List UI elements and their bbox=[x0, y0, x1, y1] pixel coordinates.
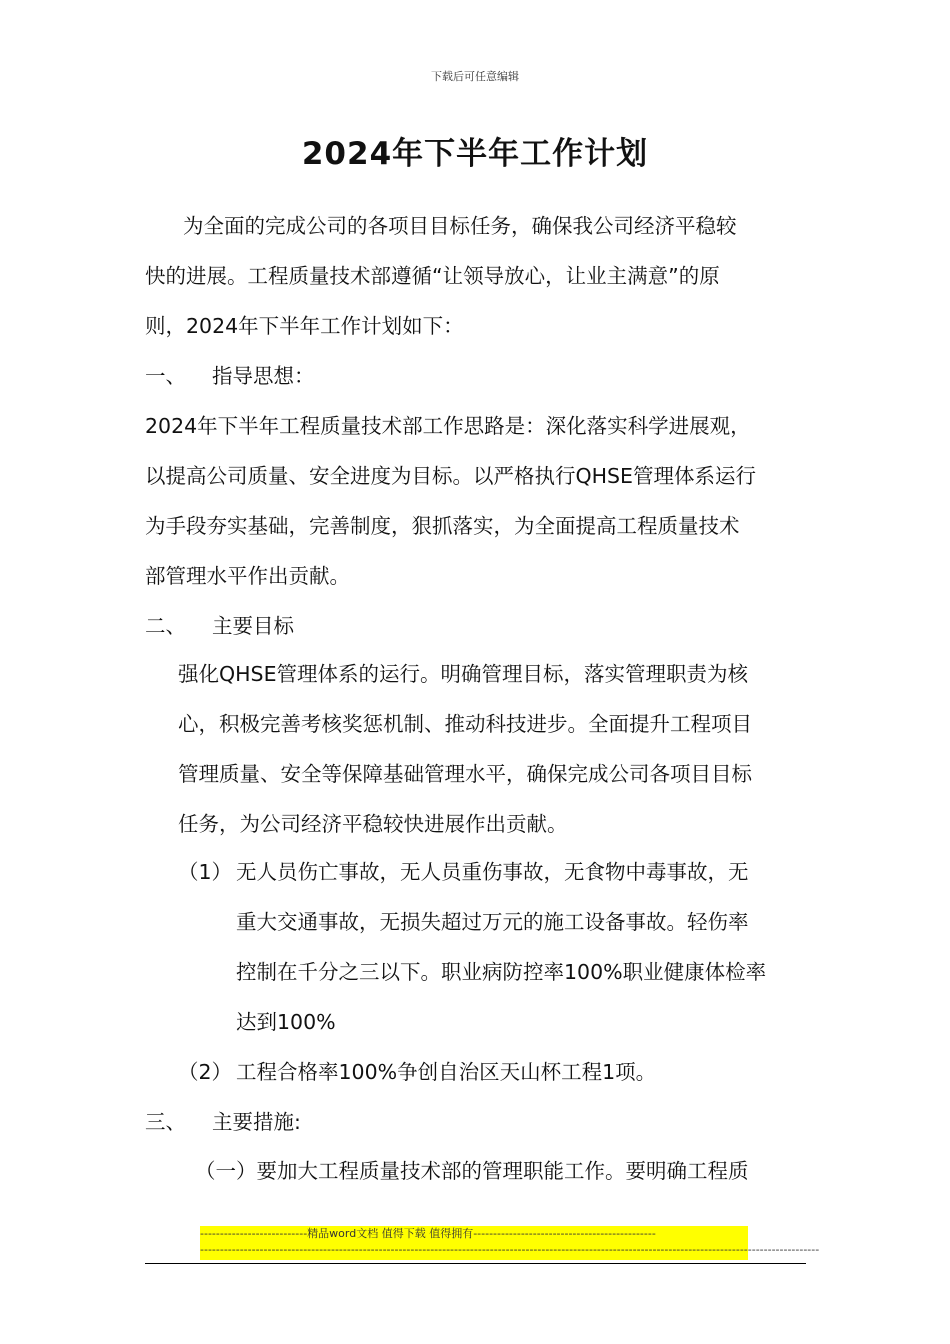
section1-line-1: 2024年下半年工程质量技术部工作思路是：深化落实科学进展观， bbox=[145, 414, 751, 438]
section2-line-1: 强化QHSE管理体系的运行。明确管理目标，落实管理职责为核 bbox=[178, 662, 749, 686]
item2-number: （2） bbox=[178, 1060, 233, 1084]
page-title: 2024年下半年工作计划 bbox=[301, 136, 649, 172]
section2-line-3: 管理质量、安全等保障基础管理水平，确保完成公司各项目目标 bbox=[178, 762, 752, 786]
item1-number: （1） bbox=[178, 860, 233, 884]
section3-number: 三、 bbox=[145, 1110, 186, 1134]
intro-line-3: 则，2024年下半年工作计划如下： bbox=[145, 314, 464, 338]
measure1-line: （一）要加大工程质量技术部的管理职能工作。要明确工程质 bbox=[195, 1159, 749, 1183]
section2-heading: 主要目标 bbox=[212, 614, 294, 638]
intro-line-2: 快的进展。工程质量技术部遵循“让领导放心，让业主满意”的原 bbox=[145, 264, 720, 288]
footer-rule bbox=[145, 1263, 806, 1264]
section2-line-2: 心，积极完善考核奖惩机制、推动科技进步。全面提升工程项目 bbox=[178, 712, 752, 736]
footer-banner-dashes: ------------------------------------------------------------------------------------------------------------------------------------------------------------ bbox=[200, 1243, 820, 1256]
item1-line-1: 无人员伤亡事故，无人员重伤事故，无食物中毒事故，无 bbox=[236, 860, 749, 884]
item1-line-3: 控制在千分之三以下。职业病防控率100%职业健康体检率 bbox=[236, 960, 767, 984]
section1-heading: 指导思想： bbox=[212, 364, 315, 388]
intro-line-1: 为全面的完成公司的各项目目标任务，确保我公司经济平稳较 bbox=[183, 214, 737, 238]
section1-line-4: 部管理水平作出贡献。 bbox=[145, 564, 350, 588]
header-note: 下载后可任意编辑 bbox=[431, 70, 519, 83]
section3-heading: 主要措施: bbox=[212, 1110, 301, 1134]
footer-banner bbox=[200, 1226, 820, 1260]
section1-line-2: 以提高公司质量、安全进度为目标。以严格执行QHSE管理体系运行 bbox=[145, 464, 757, 488]
section2-line-4: 任务，为公司经济平稳较快进展作出贡献。 bbox=[178, 812, 568, 836]
item2-text: 工程合格率100%争创自治区天山杯工程1项。 bbox=[236, 1060, 657, 1084]
section1-line-3: 为手段夯实基础，完善制度，狠抓落实，为全面提高工程质量技术 bbox=[145, 514, 740, 538]
footer-banner-text: ---------------------------精品word文档 值得下载 值得拥有---------------------------------------------- bbox=[200, 1227, 656, 1240]
item1-line-4: 达到100% bbox=[236, 1010, 336, 1034]
section2-number: 二、 bbox=[145, 614, 186, 638]
section1-number: 一、 bbox=[145, 364, 186, 388]
item1-line-2: 重大交通事故，无损失超过万元的施工设备事故。轻伤率 bbox=[236, 910, 749, 934]
